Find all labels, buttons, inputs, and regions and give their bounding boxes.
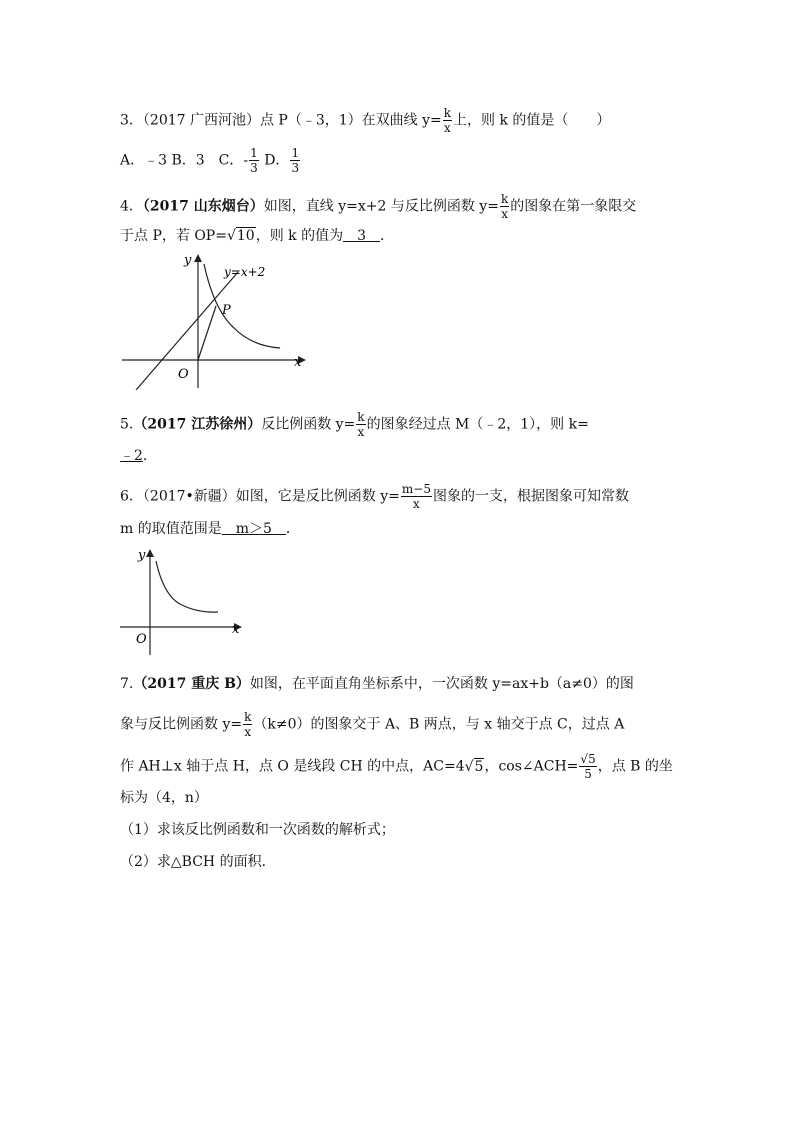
q4-source: （2017 山东烟台）: [142, 198, 264, 215]
q6-y-label: y: [138, 548, 146, 563]
q7-line2: 象与反比例函数 y= $\frac{k}{x}$ （k≠0）的图象交于 A、B 两点，与 x 轴交于点 C，过点 A: [120, 710, 625, 739]
q7-fraction: $\frac{k}{x}$: [244, 710, 252, 739]
q6-origin-label: O: [136, 632, 147, 647]
q7-line3: 作 AH⊥x 轴于点 H，点 O 是线段 CH 的中点，AC=4√5，cos∠ACH= $\frac{√5}{5}$ ，点 B 的坐: [120, 752, 673, 781]
q7-sub2: （2）求△BCH 的面积．: [120, 854, 276, 870]
q3-line1: 3．（2017 广西河池）点 P（﹣3，1）在双曲线 y= $\frac{k}{x}$ 上，则 k 的值是（ ）: [120, 106, 611, 135]
q6-answer: m＞5: [221, 521, 286, 537]
q7-line1: 7.（2017 重庆 B）如图，在平面直角坐标系中，一次函数 y=ax+b（a≠0）的图: [120, 676, 634, 692]
q6-fraction: $\frac{m-5}{x}$: [401, 482, 431, 511]
q5-fraction: $\frac{k}{x}$: [357, 410, 365, 439]
q3-option-c-fraction: $\frac{1}{3}$: [250, 146, 258, 175]
q5-line1: 5.（2017 江苏徐州）反比例函数 y= $\frac{k}{x}$ 的图象经过点 M（﹣2，1），则 k=: [120, 410, 589, 439]
q4-y-label: y: [184, 253, 192, 268]
q5-answer: ﹣2: [120, 448, 143, 464]
q7-cos-fraction: $\frac{√5}{5}$: [580, 752, 596, 781]
q4-figure: [118, 250, 308, 390]
q4-sqrt: √10: [226, 228, 255, 244]
q4-answer: 3: [343, 228, 381, 244]
q7-source: （2017 重庆 B）: [133, 676, 250, 692]
q5-source: （2017 江苏徐州）: [133, 416, 262, 433]
q4-segment-op: [198, 306, 216, 360]
q4-fraction: $\frac{k}{x}$: [500, 192, 509, 221]
q6-line1: 6．（2017•新疆）如图，它是反比例函数 y= $\frac{m-5}{x}$ 图象的一支，根据图象可知常数: [120, 482, 629, 511]
q4-y-arrow: [194, 254, 202, 262]
q6-hyperbola-branch: [156, 561, 218, 612]
q7-sqrt-ac: √5: [464, 758, 484, 775]
q3-options: A．﹣3 B．3 C．- $\frac{1}{3}$ D． $\frac{1}{3}$: [120, 146, 300, 175]
q4-line2: 于点 P，若 OP=√10，则 k 的值为 3 ．: [120, 228, 395, 244]
q6-line2: m 的取值范围是 m＞5 ．: [120, 521, 300, 537]
q7-sub1: （1）求该反比例函数和一次函数的解析式；: [120, 822, 395, 838]
q3-option-d-fraction: $\frac{1}{3}$: [291, 146, 300, 175]
q4-line1: 4．（2017 山东烟台）如图，直线 y=x+2 与反比例函数 y= $\frac{k}{x}$ 的图象在第一象限交: [120, 192, 637, 221]
q4-x-label: x: [294, 355, 302, 370]
q4-origin-label: O: [178, 367, 189, 382]
q6-figure: [118, 545, 248, 657]
q5-line2: ﹣2．: [120, 448, 157, 464]
q6-x-label: x: [232, 622, 240, 637]
q3-fraction: $\frac{k}{x}$: [443, 106, 452, 135]
q4-line-label: y=x+2: [224, 265, 266, 279]
q6-y-arrow: [146, 549, 154, 557]
q4-point-p-label: P: [222, 303, 231, 318]
q7-line4: 标为（4，n）: [120, 790, 208, 806]
